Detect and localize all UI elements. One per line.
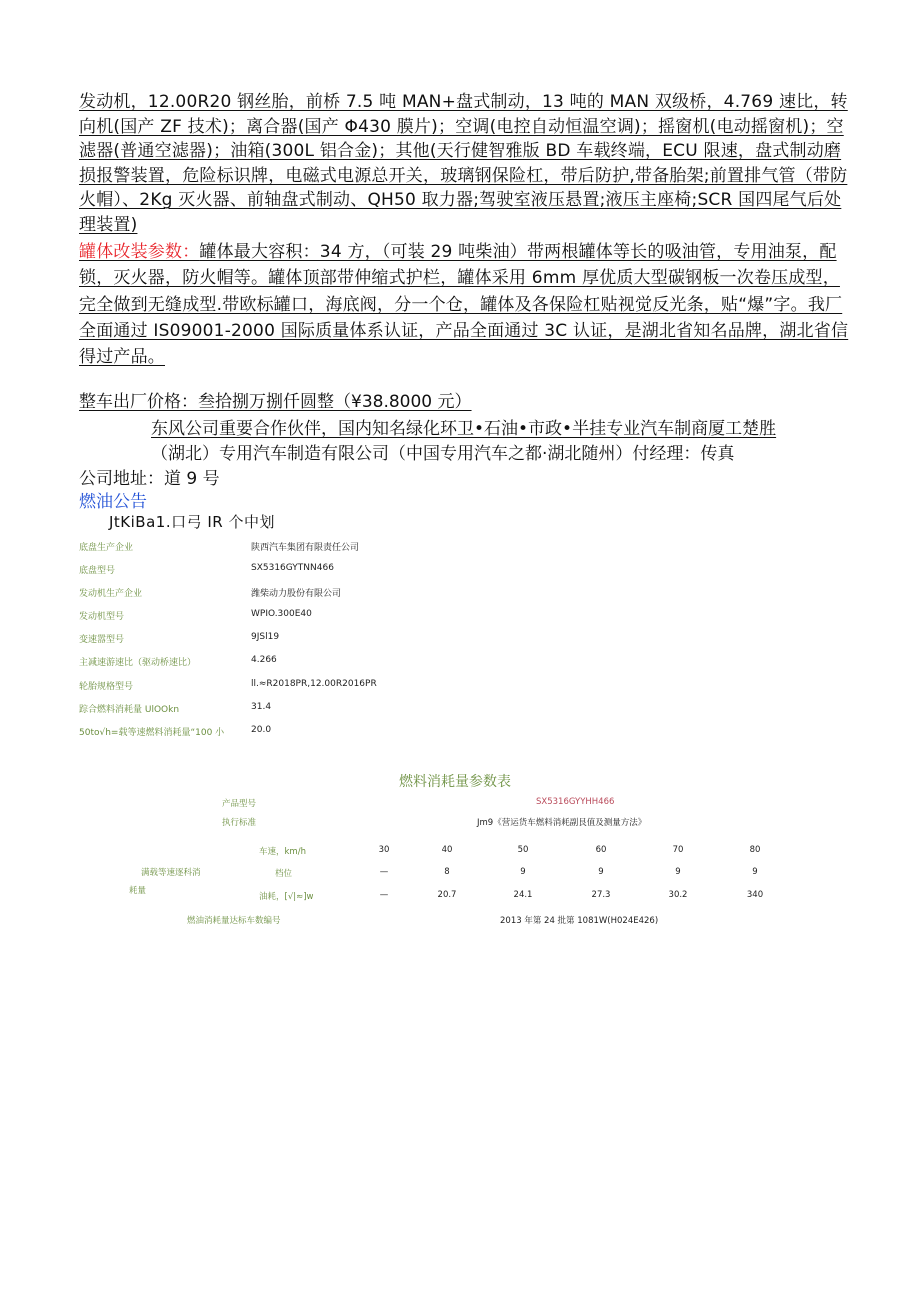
consumption-value: 20.7 — [437, 890, 457, 900]
spec-value: 20.0 — [251, 725, 272, 735]
spec-label: 主减速游速比（驱动桥速比） — [79, 658, 197, 668]
spec-label: 50to√h=载等速燃料消耗量“100 小 — [79, 728, 225, 738]
standard-value: Jm9《营运货车燃料消耗副艮值及测量方法》 — [477, 818, 647, 828]
spec-label: 底盘型号 — [79, 566, 116, 576]
fuel-table-title: 燃料消耗量参数表 — [399, 774, 511, 790]
consumption-value: 24.1 — [513, 890, 533, 900]
vehicle-config-paragraph: 发动机，12.00R20 钢丝胎，前桥 7.5 吨 MAN+盘式制动，13 吨的 MAN 双级桥，4.769 速比，转向机(国产 ZF 技术)；离合器(国产 Φ430 膜片)；空调(电控自动恒温空调)；摇窗机(电动摇窗机)；空滤器(普通空滤器)；油箱(300L 铝合金)；其他(天行健智雅版 BD 车载终端，ECU 限速，盘式制动磨损报警装置，危险标识牌，电磁式电源总开关，玻璃钢保险杠，带后防护,带备胎架;前置排气管（带防火帽）、2Kg 灭火器、前轴盘式制动、QH50 取力器;驾驶室液压悬置;液压主座椅;SCR 国四尾气后处理装置) — [79, 92, 848, 235]
speed-value: 60 — [595, 845, 607, 855]
gear-value: — — [379, 867, 389, 877]
gear-value: 8 — [444, 867, 450, 877]
company-address: 公司地址：道 9 号 — [79, 469, 220, 489]
spec-value: 4.266 — [251, 655, 277, 665]
speed-value: 80 — [749, 845, 761, 855]
spec-value: SX5316GYTNN466 — [251, 563, 334, 573]
spec-label: 发动机生产企业 — [79, 589, 143, 599]
tank-modification-paragraph — [79, 239, 849, 370]
compliance-value: 2013 年第 24 批第 1081W(H024E426) — [500, 916, 659, 926]
spec-label: 变速嚣型号 — [79, 635, 125, 645]
spec-value: 潍柴动力股份有限公司 — [251, 589, 342, 599]
gear-label: 档位 — [275, 869, 293, 879]
spec-label: 底盘生产企业 — [79, 543, 134, 553]
spec-value: 陕西汽车集团有限责任公司 — [251, 543, 360, 553]
consumption-label: 油耗，[√|≈]w — [259, 892, 314, 902]
spec-label: 轮胎规格型号 — [79, 682, 134, 692]
fuel-notice-subtitle: JtKiBa1.口弓 IR 个中划 — [109, 513, 275, 531]
factory-price: 整车出厂价格：叁拾捌万捌仟圆整（¥38.8000 元） — [79, 392, 472, 412]
spec-value: ll.≈R2018PR,12.00R2016PR — [251, 679, 377, 689]
standard-label: 执行标准 — [222, 818, 257, 828]
consumption-value: 340 — [746, 890, 764, 900]
product-model-value: SX5316GYYHH466 — [536, 797, 615, 807]
spec-label: 发动机型号 — [79, 612, 125, 622]
company-intro-line-2: （湖北）专用汽车制造有限公司（中国专用汽车之都·湖北随州）付经理：传真 — [151, 444, 735, 464]
speed-value: 40 — [441, 845, 453, 855]
fuel-group-label-cont: 耗量 — [129, 886, 147, 896]
speed-value: 50 — [517, 845, 529, 855]
spec-label: 踪合燃料消耗量 UlOOkn — [79, 705, 180, 715]
speed-value: 30 — [378, 845, 390, 855]
gear-value: 9 — [598, 867, 604, 877]
fuel-notice-title: 燃油公告 — [79, 492, 147, 512]
gear-value: 9 — [752, 867, 758, 877]
consumption-value: 30.2 — [668, 890, 688, 900]
consumption-value: 27.3 — [591, 890, 611, 900]
fuel-group-label: 满载等速逐科消 — [141, 868, 201, 878]
speed-label: 车速，km/h — [259, 847, 306, 857]
company-intro-line-1: 东风公司重要合作伙伴，国内知名绿化环卫•石油•市政•半挂专业汽车制商厦工楚胜 — [151, 419, 777, 439]
tank-section-label: 罐体改装参数： — [79, 242, 200, 262]
speed-value: 70 — [672, 845, 684, 855]
tank-section-text: 罐体最大容积：34 方，（可装 29 吨柴油）带两根罐体等长的吸油管，专用油泵，配锁，灭火器，防火帽等。罐体顶部带伸缩式护栏，罐体采用 6mm 厚优质大型碳钢板一次卷压成型，完全做到无缝成型.带欧标罐口，海底阀，分一个仓，罐体及各保险杠贴视觉反光条，贴“爆”字。我厂全面通过 IS09001-2000 国际质量体系认证，产品全面通过 3C 认证，是湖北省知名品牌，湖北省信得过产品。 — [79, 242, 849, 368]
compliance-label: 燃油消耗量达标车数编号 — [187, 916, 281, 926]
gear-value: 9 — [675, 867, 681, 877]
consumption-value: — — [379, 890, 389, 900]
gear-value: 9 — [520, 867, 526, 877]
spec-value: 31.4 — [251, 702, 272, 712]
spec-value: 9JSl19 — [251, 632, 280, 642]
product-model-label: 产品型号 — [222, 799, 257, 809]
spec-value: WPIO.300E40 — [251, 609, 312, 619]
